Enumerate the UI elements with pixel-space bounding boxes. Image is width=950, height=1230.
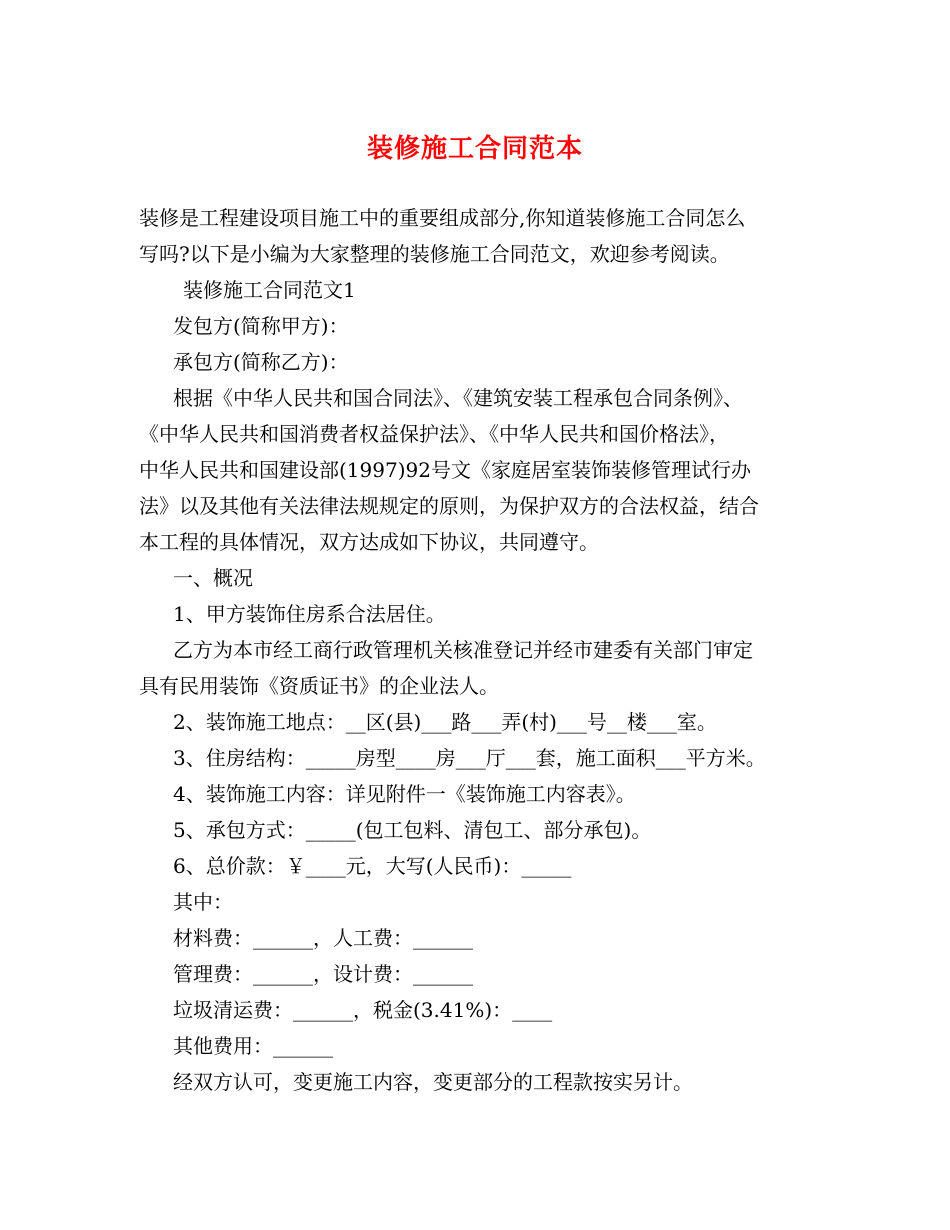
document-body (139, 200, 819, 1100)
paragraph-line: 承包方(简称乙方)： (173, 350, 349, 374)
paragraph-line: 3、住房结构：_____房型____房___厅___套，施工面积___平方米。 (173, 746, 766, 770)
paragraph-line: 本工程的具体情况，双方达成如下协议，共同遵守。 (139, 530, 599, 554)
paragraph-line: 经双方认可，变更施工内容，变更部分的工程款按实另计。 (173, 1070, 693, 1094)
paragraph-line: 装修是工程建设项目施工中的重要组成部分,你知道装修施工合同怎么 (139, 206, 746, 230)
paragraph-line: 其他费用：______ (173, 1034, 333, 1058)
paragraph-line: 1、甲方装饰住房系合法居住。 (173, 602, 446, 626)
paragraph-line: 管理费：______，设计费：______ (173, 962, 473, 986)
paragraph-line: 2、装饰施工地点：__区(县)___路___弄(村)___号__楼___室。 (173, 710, 717, 734)
paragraph-line: 6、总价款：￥____元，大写(人民币)：_____ (173, 854, 572, 878)
paragraph-line: 装修施工合同范文1 (183, 278, 356, 302)
paragraph-line: 具有民用装饰《资质证书》的企业法人。 (139, 674, 499, 698)
paragraph-line: 其中： (173, 890, 233, 914)
document-title: 装修施工合同范本 (366, 134, 583, 164)
paragraph-line: 4、装饰施工内容：详见附件一《装饰施工内容表》。 (173, 782, 636, 806)
paragraph-line: 5、承包方式：_____(包工包料、清包工、部分承包)。 (173, 818, 652, 842)
paragraph-line: 《中华人民共和国消费者权益保护法》、《中华人民共和国价格法》， (139, 422, 729, 446)
paragraph-line: 写吗?以下是小编为大家整理的装修施工合同范文，欢迎参考阅读。 (139, 242, 730, 266)
paragraph-line: 中华人民共和国建设部(1997)92号文《家庭居室装饰装修管理试行办 (139, 458, 751, 482)
paragraph-line: 乙方为本市经工商行政管理机关核准登记并经市建委有关部门审定 (173, 638, 753, 662)
paragraph-line: 材料费：______，人工费：______ (173, 926, 473, 950)
paragraph-line: 一、概况 (173, 566, 253, 590)
paragraph-line: 法》以及其他有关法律法规规定的原则，为保护双方的合法权益，结合 (139, 494, 759, 518)
paragraph-line: 根据《中华人民共和国合同法》、《建筑安装工程承包合同条例》、 (173, 386, 743, 410)
paragraph-line: 垃圾清运费：______，税金(3.41%)：____ (173, 998, 553, 1022)
paragraph-line: 发包方(简称甲方)： (173, 314, 349, 338)
